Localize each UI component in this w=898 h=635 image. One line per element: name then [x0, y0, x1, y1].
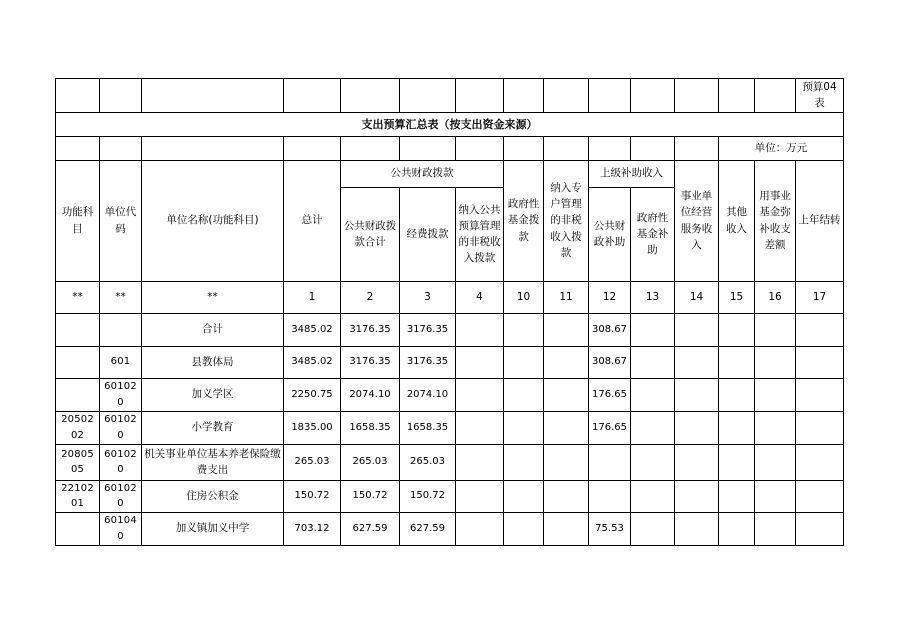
header-unit-code: 单位代码: [100, 160, 142, 281]
header-unit-name: 单位名称(功能科目): [142, 160, 284, 281]
header-total: 总计: [284, 160, 341, 281]
table-row: 601040 加义镇加义中学 703.12 627.59 627.59 75.53: [56, 512, 844, 545]
index-cell: **: [142, 281, 284, 313]
header-upper-public-finance: 公共财政补助: [589, 187, 631, 281]
header-func-subject: 功能科目: [56, 160, 100, 281]
header-funding: 经费拨款: [400, 187, 456, 281]
header-carryover: 上年结转: [796, 160, 844, 281]
index-cell: 17: [796, 281, 844, 313]
table-row: 601020 加义学区 2250.75 2074.10 2074.10 176.65: [56, 378, 844, 411]
header-fund-balance: 用事业基金弥补收支差额: [755, 160, 796, 281]
table-row: 2050202 601020 小学教育 1835.00 1658.35 1658.35 176.65: [56, 411, 844, 444]
index-cell: 14: [675, 281, 719, 313]
header-upper-subsidy: 上级补助收入: [589, 160, 675, 187]
row-name: 小学教育: [142, 411, 284, 444]
index-cell: 13: [631, 281, 675, 313]
index-cell: 15: [719, 281, 755, 313]
header-special-non-tax: 纳入专户管理的非税收入拨款: [544, 160, 589, 281]
row-name: 机关事业单位基本养老保险缴费支出: [142, 444, 284, 480]
row-name: 合计: [142, 313, 284, 346]
table-row: 合计 3485.02 3176.35 3176.35 308.67: [56, 313, 844, 346]
index-cell: **: [100, 281, 142, 313]
table-title: 支出预算汇总表（按支出资金来源）: [56, 112, 844, 136]
index-cell: **: [56, 281, 100, 313]
row-name: 县教体局: [142, 346, 284, 378]
header-business-income: 事业单位经营服务收入: [675, 160, 719, 281]
row-name: 住房公积金: [142, 480, 284, 512]
row-name: 加义学区: [142, 378, 284, 411]
index-cell: 2: [341, 281, 400, 313]
index-row: [56, 281, 844, 313]
row-name: 加义镇加义中学: [142, 512, 284, 545]
header-upper-gov-fund: 政府性基金补助: [631, 187, 675, 281]
table-row: 601 县教体局 3485.02 3176.35 3176.35 308.67: [56, 346, 844, 378]
index-cell: 16: [755, 281, 796, 313]
table-row: 2210201 601020 住房公积金 150.72 150.72 150.72: [56, 480, 844, 512]
index-cell: 1: [284, 281, 341, 313]
unit-label: 单位：万元: [719, 136, 844, 160]
budget-summary-table: [55, 78, 844, 546]
index-cell: 3: [400, 281, 456, 313]
doc-label: 预算04表: [796, 79, 844, 113]
index-cell: 4: [456, 281, 504, 313]
index-cell: 11: [544, 281, 589, 313]
header-other-income: 其他收入: [719, 160, 755, 281]
index-cell: 12: [589, 281, 631, 313]
header-public-finance: 公共财政拨款: [341, 160, 504, 187]
table-row: 2080505 601020 机关事业单位基本养老保险缴费支出 265.03 265.03 265.03: [56, 444, 844, 480]
header-public-finance-total: 公共财政拨款合计: [341, 187, 400, 281]
index-cell: 10: [504, 281, 544, 313]
header-non-tax-budget: 纳入公共预算管理的非税收入拨款: [456, 187, 504, 281]
header-gov-fund: 政府性基金拨款: [504, 160, 544, 281]
